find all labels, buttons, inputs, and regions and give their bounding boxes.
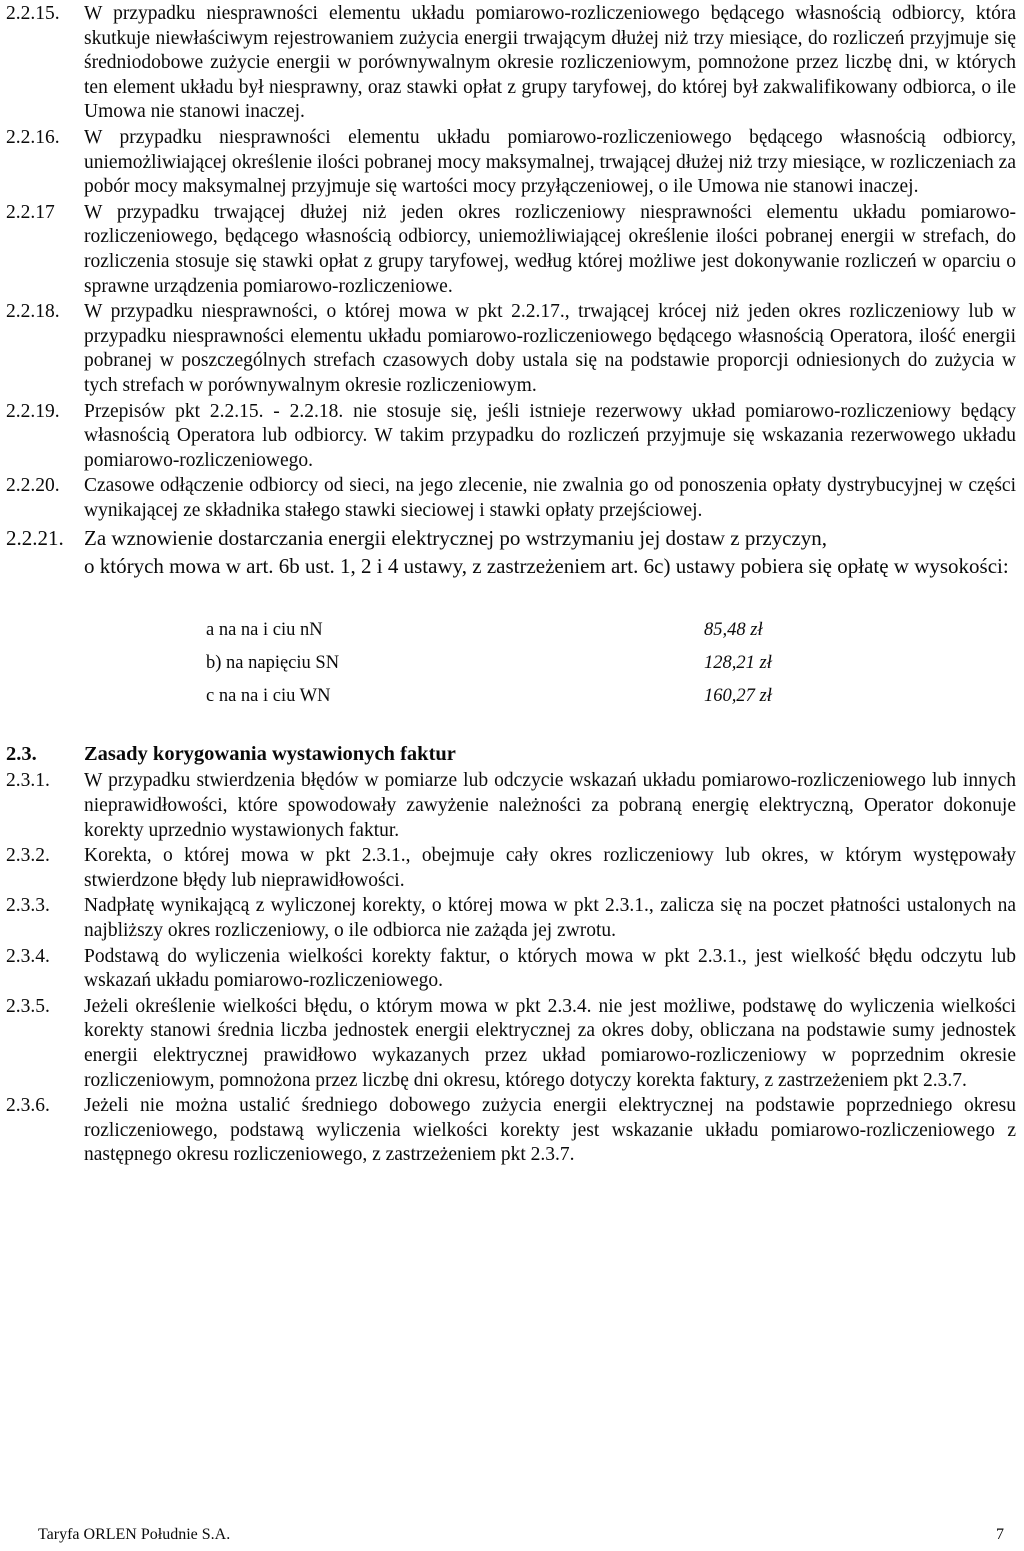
paragraph-text: W przypadku trwającej dłużej niż jeden okres rozliczeniowy niesprawności elementu układu pomiarowo-rozliczeniowego, będącego własnością odbiorcy, uniemożliwiającej określenie ilości pobranej energii w strefach, do rozliczenia stosuje się stawki opłat z grupy taryfowej, według której możliwe jest dokonywanie rozliczeń w oparciu o sprawne urządzenia pomiarowo-rozliczeniowe. xyxy=(84,201,1016,297)
paragraph-number: 2.3.1. xyxy=(6,770,50,792)
paragraph-2-2-15 xyxy=(0,2,1024,125)
paragraph-number: 2.2.19. xyxy=(6,400,60,422)
fee-row-wn xyxy=(206,680,846,713)
paragraph-2-3-5 xyxy=(0,995,1024,1093)
paragraph-text: Przepisów pkt 2.2.15. - 2.2.18. nie stosuje się, jeśli istnieje rezerwowy układ pomiarowo-rozliczeniowy będący własnością Operatora lub odbiorcy. W takim przypadku do rozliczeń przyjmuje się wskazania rezerwowego układu pomiarowo-rozliczeniowego. xyxy=(84,400,1016,471)
section-title: Zasady korygowania wystawionych faktur xyxy=(84,743,456,766)
paragraph-2-3-4 xyxy=(0,945,1024,994)
paragraph-2-2-21 xyxy=(0,524,1024,580)
paragraph-text: W przypadku niesprawności elementu układu pomiarowo-rozliczeniowego będącego własnością odbiorcy, uniemożliwiającej określenie ilości pobranej mocy maksymalnej, trwającej dłużej niż trzy miesiące, w rozliczeniach za pobór mocy maksymalnej przyjmuje się wartości mocy przyłączeniowej, o ile Umowa nie stanowi inaczej. xyxy=(84,126,1016,198)
paragraph-text: Nadpłatę wynikającą z wyliczonej korekty, o której mowa w pkt 2.3.1., zalicza się na poczet płatności ustalonych na najbliższy okres rozliczeniowy, o ile odbiorca nie zażąda jej zwrotu. xyxy=(84,895,1016,942)
paragraph-2-2-18 xyxy=(0,300,1024,398)
section-heading xyxy=(0,741,1024,767)
paragraphs-group-a xyxy=(0,2,1024,523)
fee-value: 85,48 zł xyxy=(704,620,763,641)
paragraph-line-2: o których mowa w art. 6b ust. 1, 2 i 4 ustawy, z zastrzeżeniem art. 6c) ustawy pobiera się opłatę w wysokości: xyxy=(84,554,1009,579)
paragraph-number: 2.3.2. xyxy=(6,845,50,867)
paragraph-number: 2.2.16. xyxy=(6,126,60,148)
paragraph-number: 2.3.3. xyxy=(6,895,50,917)
paragraph-2-2-20 xyxy=(0,474,1024,523)
paragraph-2-3-3 xyxy=(0,894,1024,943)
paragraph-2-2-19 xyxy=(0,400,1024,474)
paragraph-number: 2.2.18. xyxy=(6,301,60,323)
paragraph-number: 2.2.21. xyxy=(6,526,64,551)
fee-table xyxy=(206,614,846,713)
page-number: 7 xyxy=(996,1526,1004,1543)
fee-label: a na na i ciu nN xyxy=(206,620,323,641)
paragraph-line-1: Za wznowienie dostarczania energii elektrycznej po wstrzymaniu jej dostaw z przyczyn, xyxy=(84,526,828,551)
paragraph-text: Jeżeli nie można ustalić średniego dobowego zużycia energii elektrycznej na podstawie poprzedniego okresu rozliczeniowego, podstawą wyliczenia wielkości korekty jest wskazanie układu pomiarowo-rozliczeniowego z następnego okresu rozliczeniowego, z zastrzeżeniem pkt 2.3.7. xyxy=(84,1095,1016,1166)
paragraph-2-2-17 xyxy=(0,201,1024,299)
paragraph-text: Podstawą do wyliczenia wielkości korekty faktur, o których mowa w pkt 2.3.1., jest wielkość błędu odczytu lub wskazań układu pomiarowo-rozliczeniowego. xyxy=(84,945,1016,992)
footer-company: Taryfa ORLEN Południe S.A. xyxy=(38,1526,231,1543)
paragraphs-group-b xyxy=(0,769,1024,1168)
paragraph-number: 2.3.4. xyxy=(6,945,50,967)
paragraph-number: 2.2.15. xyxy=(6,3,60,24)
paragraph-number: 2.2.20. xyxy=(6,475,60,497)
fee-row-sn xyxy=(206,647,846,680)
paragraph-text: W przypadku stwierdzenia błędów w pomiarze lub odczycie wskazań układu pomiarowo-rozliczeniowego lub innych nieprawidłowości, które spowodowały zawyżenie należności za pobraną energię elektryczną, Operator dokonuje korekty uprzednio wystawionych faktur. xyxy=(84,770,1016,841)
fee-label: b) na napięciu SN xyxy=(206,653,340,674)
paragraph-2-3-1 xyxy=(0,769,1024,843)
paragraph-text: Korekta, o której mowa w pkt 2.3.1., obejmuje cały okres rozliczeniowy lub okres, w którym występowały stwierdzone błędy lub nieprawidłowości. xyxy=(84,845,1016,891)
paragraph-text: W przypadku niesprawności elementu układu pomiarowo-rozliczeniowego będącego własnością odbiorcy, która skutkuje niewłaściwym rejestrowaniem zużycia energii trwającym dłużej niż trzy miesiące, do rozliczeń przyjmuje się średniodobowe zużycie energii w porównywalnym okresie rozliczeniowym, pomnożone przez liczbę dni, w których ten element układu był niesprawny, oraz stawki opłat z grupy taryfowej, do której był zakwalifikowany odbiorca, o ile Umowa nie stanowi inaczej. xyxy=(84,3,1016,123)
paragraph-number: 2.3.6. xyxy=(6,1095,50,1117)
paragraph-text: Czasowe odłączenie odbiorcy od sieci, na jego zlecenie, nie zwalnia go od ponoszenia opłaty dystrybucyjnej w części wynikającej ze składnika stałego stawki sieciowej i stawki opłaty przejściowej. xyxy=(84,475,1016,521)
fee-row-nn xyxy=(206,614,846,647)
paragraph-text: W przypadku niesprawności, o której mowa w pkt 2.2.17., trwającej krócej niż jeden okres rozliczeniowy lub w przypadku niesprawności elementu układu pomiarowo-rozliczeniowego będącego własnością Operatora, ilość energii pobranej w poszczególnych strefach czasowych doby ustala się na podstawie proporcji odniesionych do zużycia w tych strefach w porównywalnym okresie rozliczeniowym. xyxy=(84,301,1016,396)
section-number: 2.3. xyxy=(6,743,37,766)
paragraph-number: 2.3.5. xyxy=(6,995,50,1017)
fee-label: c na na i ciu WN xyxy=(206,686,331,707)
page-footer xyxy=(38,1526,1004,1544)
fee-value: 128,21 zł xyxy=(704,653,772,674)
paragraph-2-3-6 xyxy=(0,1094,1024,1168)
paragraph-2-3-2 xyxy=(0,844,1024,893)
paragraph-text xyxy=(84,524,1016,580)
paragraph-text: Jeżeli określenie wielkości błędu, o którym mowa w pkt 2.3.4. nie jest możliwe, podstawę do wyliczenia wielkości korekty stanowi średnia liczba jednostek energii elektrycznej za okres doby, obliczana na podstawie sumy jednostek energii elektrycznej prawidłowo wykazanych przez układ pomiarowo-rozliczeniowy w poprzednim okresie rozliczeniowym, pomnożona przez liczbę dni okresu, którego dotyczy korekta faktury, z zastrzeżeniem pkt 2.3.7. xyxy=(84,995,1016,1091)
fee-value: 160,27 zł xyxy=(704,686,772,707)
paragraph-number: 2.2.17 xyxy=(6,201,55,223)
paragraph-2-2-16 xyxy=(0,126,1024,200)
